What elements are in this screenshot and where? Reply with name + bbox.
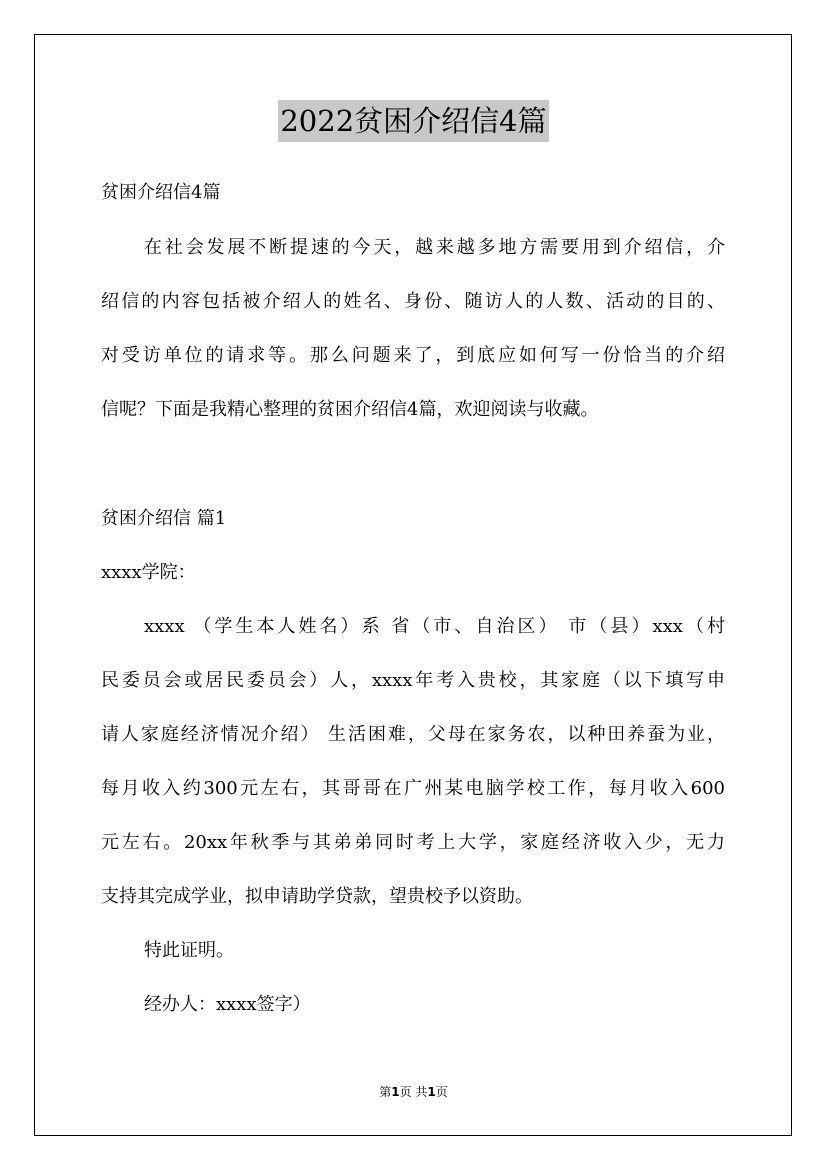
intro-line: 在社会发展不断提速的今天，越来越多地方需要用到介绍信，介 [144, 237, 725, 258]
title-container [0, 100, 827, 142]
intro-line: 绍信的内容包括被介绍人的姓名、身份、随访人的人数、活动的目的、 [101, 291, 725, 312]
salutation: xxxx学院： [101, 562, 196, 583]
closing-line: 特此证明。 [144, 940, 234, 961]
footer-page-current: 1 [391, 1085, 400, 1099]
handler-line: 经办人：xxxx签字） [144, 994, 311, 1015]
page-footer [0, 1084, 827, 1100]
body-line: 每月收入约300元左右，其哥哥在广州某电脑学校工作，每月收入600 [101, 778, 725, 799]
body-line: 元左右。20xx年秋季与其弟弟同时考上大学，家庭经济收入少，无力 [101, 832, 725, 853]
body-line: 支持其完成学业，拟申请助学贷款，望贵校予以资助。 [101, 886, 533, 907]
footer-page-total: 1 [427, 1085, 436, 1099]
document-subtitle: 贫困介绍信4篇 [101, 182, 221, 203]
body-line: 请人家庭经济情况介绍） 生活困难，父母在家务农，以种田养蚕为业， [101, 724, 725, 745]
footer-mid: 页 共 [399, 1085, 428, 1099]
intro-line: 对受访单位的请求等。那么问题来了，到底应如何写一份恰当的介绍 [101, 345, 725, 366]
body-line: xxxx （学生本人姓名）系 省（市、自治区） 市（县）xxx（村 [144, 616, 725, 637]
body-line: 民委员会或居民委员会）人，xxxx年考入贵校，其家庭（以下填写申 [101, 670, 725, 691]
document-title: 2022贫困介绍信4篇 [278, 100, 548, 142]
footer-suffix: 页 [435, 1085, 448, 1099]
section-heading: 贫困介绍信 篇1 [101, 508, 227, 529]
intro-line: 信呢？下面是我精心整理的贫困介绍信4篇，欢迎阅读与收藏。 [101, 399, 599, 420]
footer-prefix: 第 [379, 1085, 392, 1099]
